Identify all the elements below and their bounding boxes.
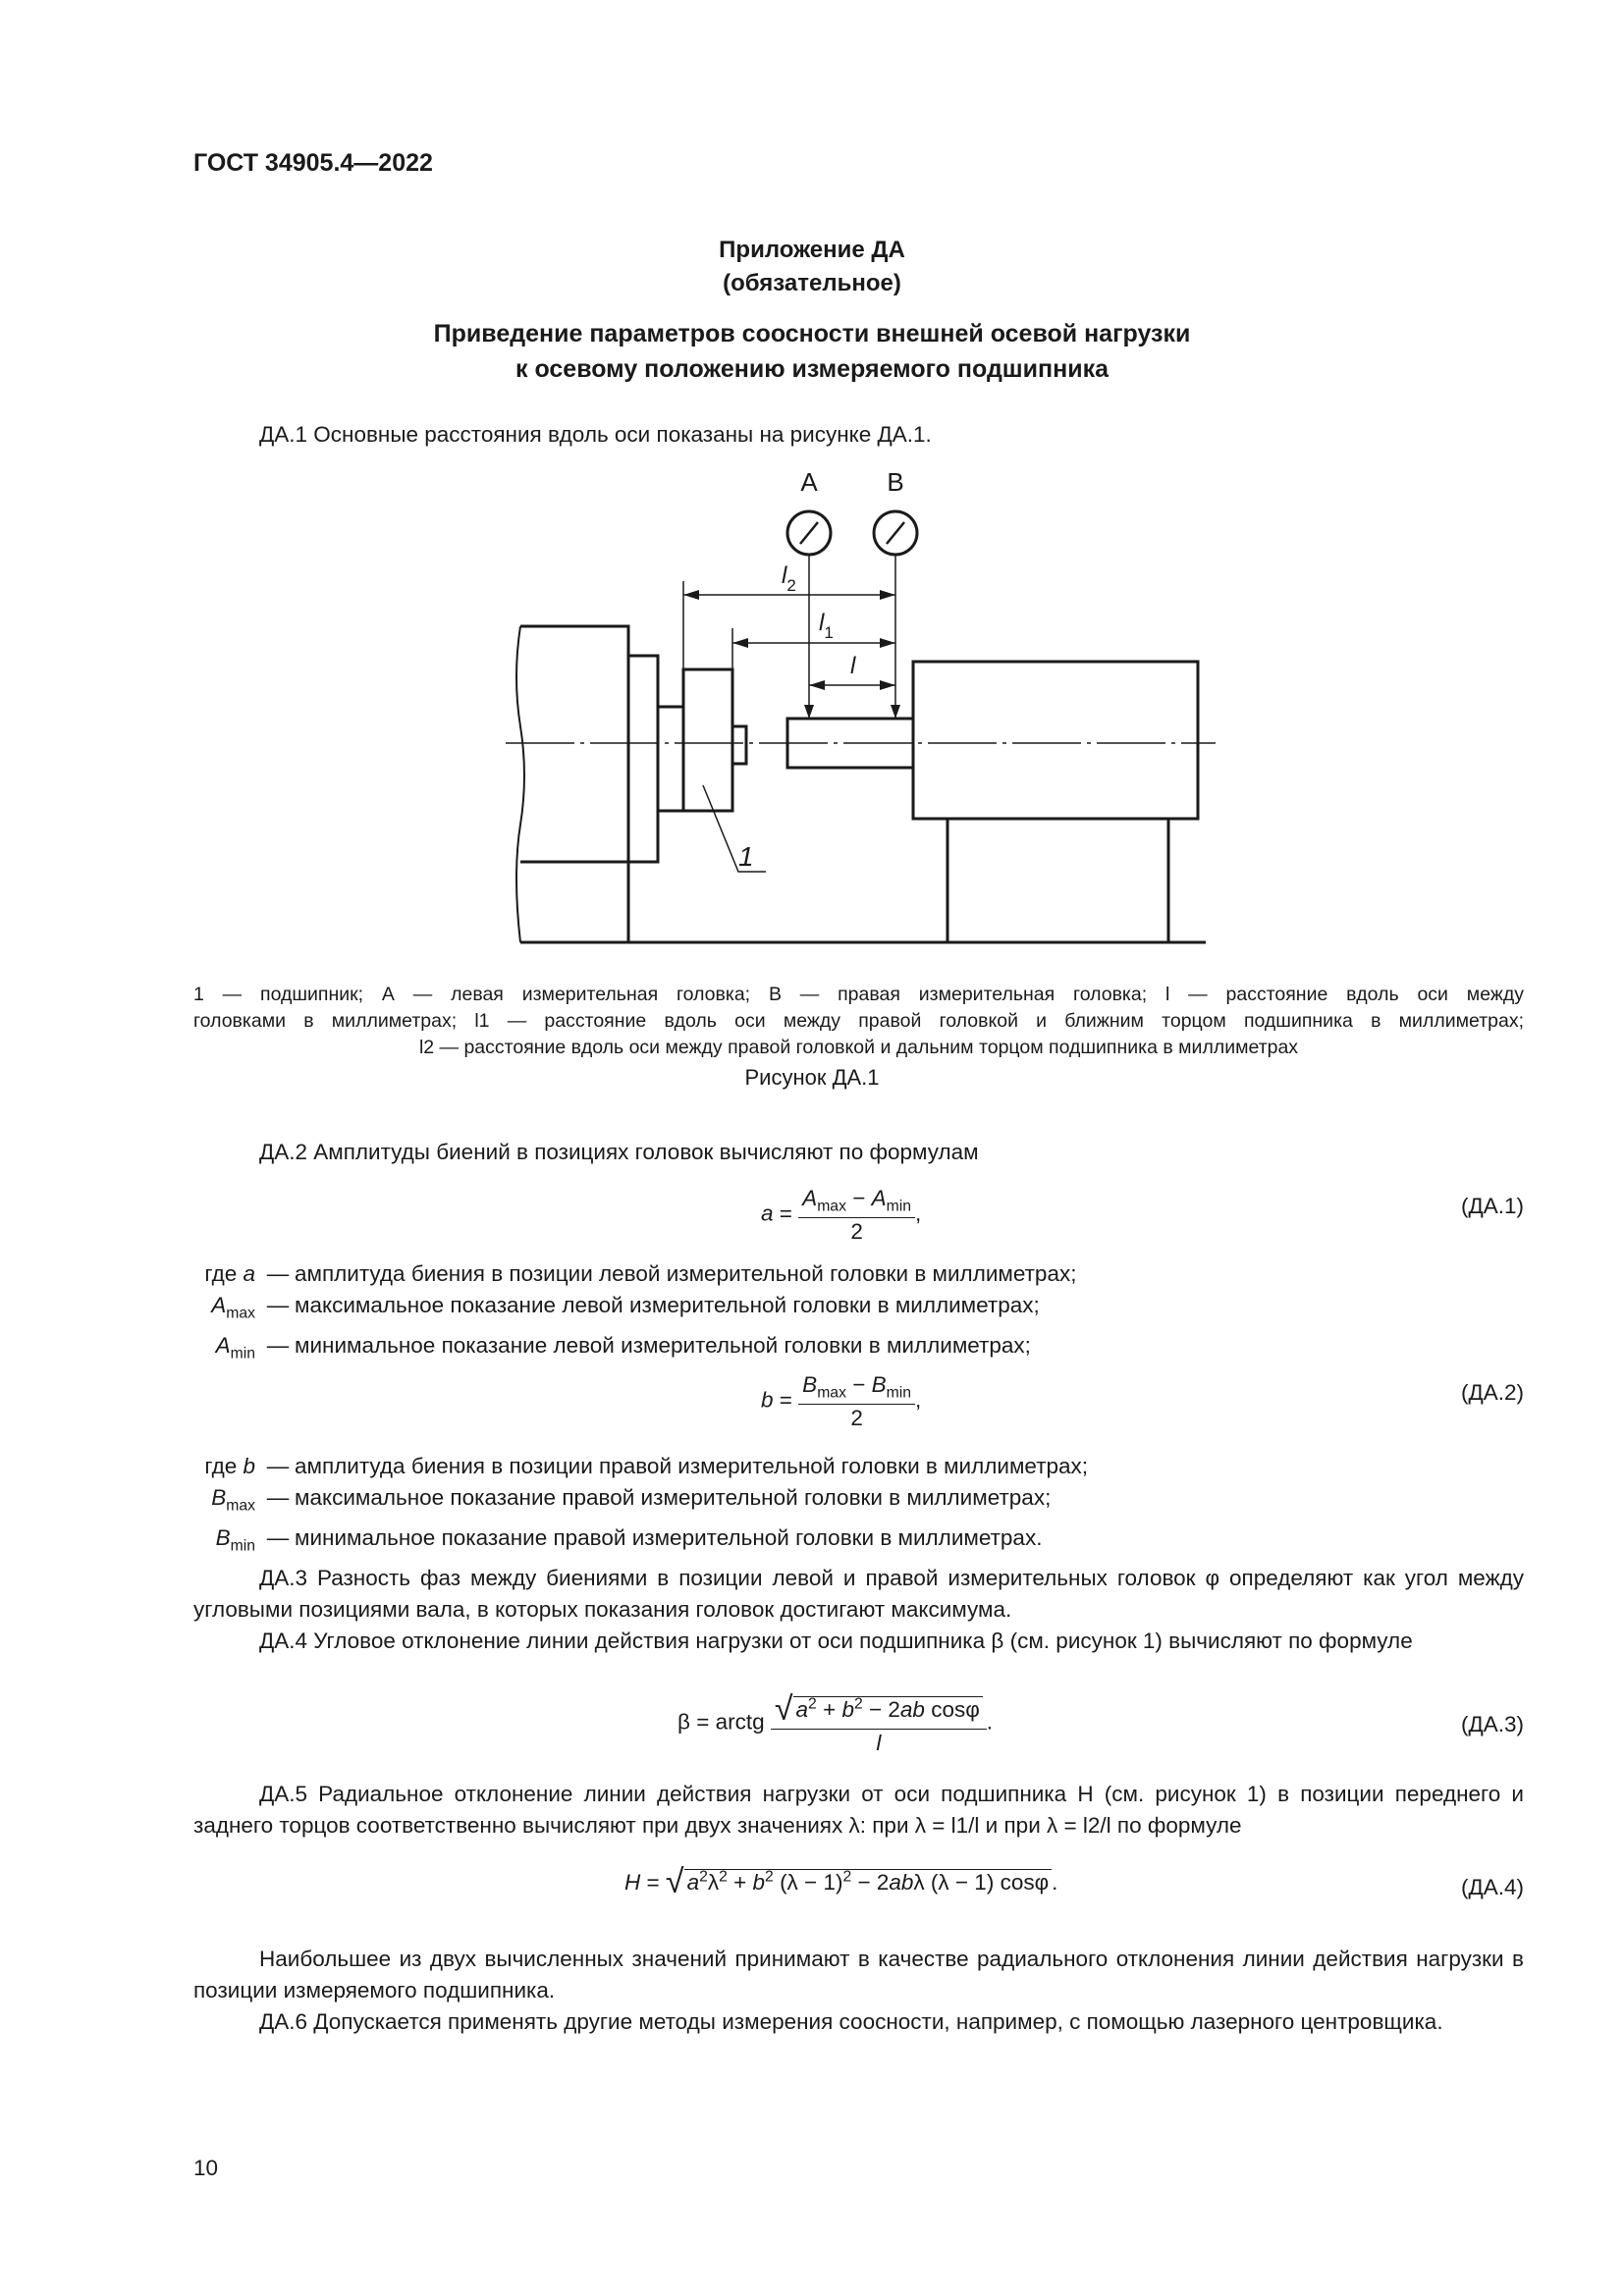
figure-caption-line1: 1 — подшипник; А — левая измерительная головка; В — правая измерительная головка; l — расстояние вдоль оси между [193, 984, 1524, 1005]
appendix-title-line1: Приведение параметров соосности внешней осевой нагрузки [433, 320, 1191, 347]
dimension-l1-arrow-right [880, 638, 895, 648]
paragraph-da4: ДА.4 Угловое отклонение линии действия нагрузки от оси подшипника β (см. рисунок 1) вычисляют по формуле [259, 1629, 1413, 1653]
formula-da3-number: (ДА.3) [1461, 1712, 1524, 1736]
formula-da3: β = arctg $\frac{√ a^2 + b^2 - 2ab \cos\varphi}{l}$ . [677, 1690, 994, 1755]
dimension-l2-arrow-left [683, 590, 699, 600]
paragraph-da6: ДА.6 Допускается применять другие методы измерения соосности, например, с помощью лазерного центровщика. [259, 2009, 1443, 2034]
label-l2: $l_2$ [782, 562, 796, 595]
paragraph-da3: ДА.3 Разность фаз между биениями в позиции левой и правой измерительных головок φ определяют как угол между угловыми позициями вала, в которых показания головок достигают максимума. [193, 1566, 1524, 1622]
formula-da2-number: (ДА.2) [1461, 1380, 1524, 1405]
dimension-l2-arrow-right [880, 590, 895, 600]
paragraph-da2: ДА.2 Амплитуды биений в позициях головок вычисляют по формулам [259, 1140, 979, 1164]
dimension-l1-arrow-left [732, 638, 748, 648]
formula-da4-number: (ДА.4) [1461, 1875, 1524, 1899]
where-item-bmax: $B_{max}$ — максимальное показание правой измерительной головки в миллиметрах; [211, 1485, 1052, 1515]
dimension-l-arrow-right [880, 680, 895, 690]
where-item-amin: $A_{min}$ — минимальное показание левой измерительной головки в миллиметрах; [215, 1332, 1031, 1362]
gauge-b-needle [887, 522, 904, 544]
shaft-nub [732, 726, 746, 764]
where-list-1 [157, 1258, 1076, 1369]
probe-tip-b [891, 705, 900, 719]
leader-line-bearing [703, 785, 766, 872]
figure-caption-line3: l2 — расстояние вдоль оси между правой головкой и дальним торцом подшипника в миллиметрах [418, 1037, 1299, 1058]
motor-body [913, 662, 1198, 819]
appendix-status: (обязательное) [723, 270, 901, 296]
label-l1: $l_1$ [819, 610, 834, 642]
formula-da1-number: (ДА.1) [1461, 1194, 1524, 1218]
spacer [658, 707, 683, 811]
figure-da1 [0, 452, 1624, 962]
label-l: l [850, 653, 856, 679]
where-item-bmin: $B_{min}$ — минимальное показание правой измерительной головки в миллиметрах. [215, 1524, 1043, 1554]
page-number: 10 [193, 2156, 219, 2180]
left-housing-outline [520, 626, 628, 942]
dimension-l-arrow-left [809, 680, 825, 690]
probe-tip-a [804, 705, 814, 719]
label-bearing-number: 1 [738, 841, 754, 872]
left-housing-break-line [516, 626, 524, 942]
appendix-label: Приложение ДА [719, 237, 905, 263]
formula-da4: H = √ $a^2\lambda^2 + b^2$ $(\lambda - 1)^2 - 2ab\lambda$ (λ − 1) cosφ . [624, 1863, 1058, 1900]
appendix-title [0, 316, 1624, 387]
flange [628, 656, 658, 862]
appendix-title-line2: к осевому положению измеряемого подшипника [514, 355, 1110, 383]
formula-da1: a = $\frac{A_{max} - A_{min}}{2}$ , [761, 1186, 922, 1244]
appendix-heading [0, 234, 1624, 300]
where-item-amax: $A_{max}$ — максимальное показание левой измерительной головки в миллиметрах; [211, 1293, 1040, 1322]
figure-title: Рисунок ДА.1 [744, 1065, 880, 1090]
bearing [683, 669, 732, 811]
document-header: ГОСТ 34905.4—2022 [193, 149, 433, 177]
figure-caption [193, 982, 1524, 1061]
label-b: B [887, 467, 904, 497]
where-list-2 [157, 1451, 1088, 1562]
paragraph-da5: ДА.5 Радиальное отклонение линии действия нагрузки от оси подшипника H (см. рисунок 1) в позиции переднего и заднего торцов соответственно вычисляют при двух значениях λ: при λ = l1/l и при λ = l2/l по формуле [193, 1782, 1524, 1838]
where-item-b: где b — амплитуда биения в позиции правой измерительной головки в миллиметрах; [204, 1454, 1089, 1478]
label-a: A [800, 467, 818, 497]
paragraph-da1: ДА.1 Основные расстояния вдоль оси показаны на рисунке ДА.1. [259, 422, 932, 447]
paragraph-largest-value: Наибольшее из двух вычисленных значений принимают в качестве радиального отклонения линии действия нагрузки в позиции измеряемого подшипника. [193, 1947, 1524, 2002]
figure-caption-line2: головками в миллиметрах; l1 — расстояние вдоль оси между правой головкой и ближним торцом подшипника в миллиметрах; [193, 1010, 1524, 1032]
where-item-a: где a — амплитуда биения в позиции левой измерительной головки в миллиметрах; [204, 1261, 1077, 1286]
formula-da2: b = $\frac{B_{max} - B_{min}}{2}$ , [761, 1372, 922, 1430]
gauge-a-needle [800, 522, 818, 544]
